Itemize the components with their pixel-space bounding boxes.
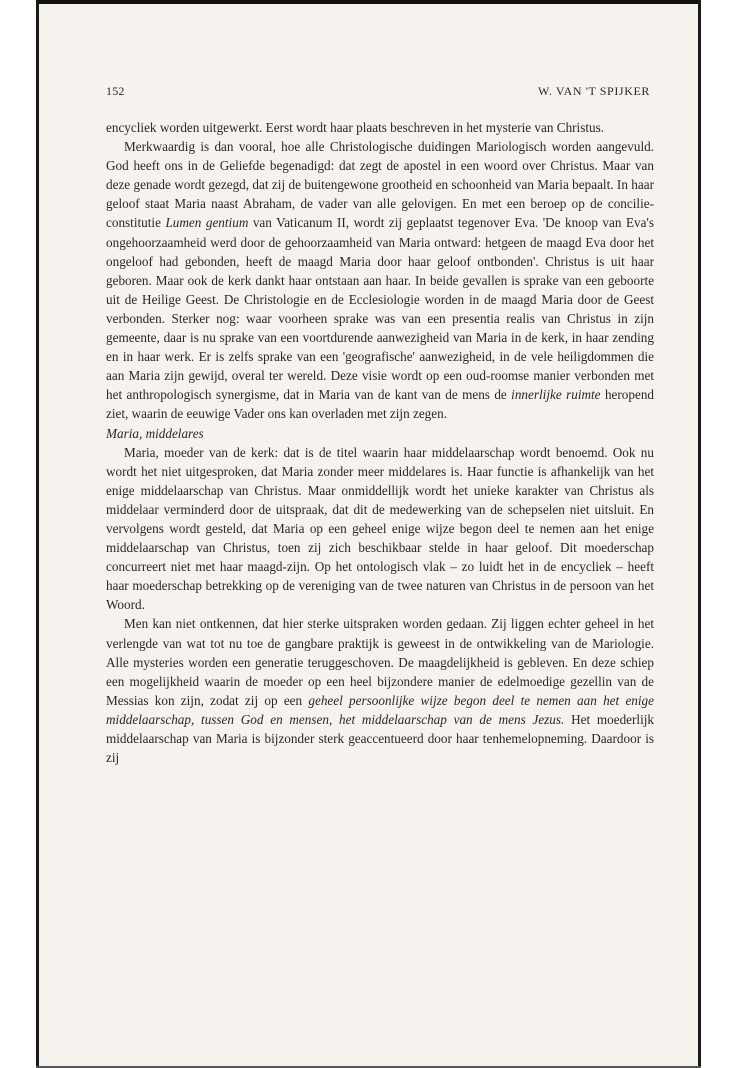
paragraph-2-text-b: van Vaticanum II, wordt zij geplaatst tegenover Eva. 'De knoop van Eva's ongehoorzaamheid werd door de gehoorzaamheid van Maria ontward: hetgeen de maagd Eva door het ongeloof had gebonden, heeft de maagd Maria door haar geloof ontbonden'. Christus is uit haar geboren. Maar ook de kerk dankt haar ontstaan aan haar. In beide gevallen is sprake van een geboorte uit de Heilige Geest. De Christologie en de Ecclesiologie worden in de maagd Maria door de Geest verbonden. Sterker nog: waar voorheen sprake was van een presentia realis van Christus in zijn gemeente, daar is nu sprake van een voortdurende aanwezigheid van Maria in de kerk, in haar zending en in haar werk. Er is zelfs sprake van een 'geografische' aanwezigheid, in de vele heiligdommen die aan Maria zijn gewijd, overal ter wereld. Deze visie wordt op een oud-roomse manier verbonden met het anthropologisch synergisme, dat in Maria van de kant van de mens de	[106, 215, 654, 403]
body-text	[106, 118, 654, 767]
paragraph-2-italic-innerlijke-ruimte: innerlijke ruimte	[511, 387, 601, 403]
paragraph-4-text-b: Het moederlijk middelaarschap van Maria is bijzonder sterk geaccentueerd door haar tenhemelopneming. Daardoor is zij	[106, 711, 655, 766]
running-head	[106, 84, 650, 104]
section-heading: Maria, middelares	[106, 425, 204, 441]
paragraph-1	[106, 118, 654, 137]
paragraph-4-italic: geheel persoonlijke wijze begon deel te nemen aan het enige middelaarschap, tussen God en mensen, het middelaarschap van de mens Jezus.	[106, 692, 654, 727]
scan-edge-top	[36, 0, 701, 4]
paragraph-2-text-a: Merkwaardig is dan vooral, hoe alle Christologische duidingen Mariologisch worden aangevuld. God heeft ons in de Geliefde begenadigd: dat zegt de apostel in een woord over Christus. Maar van deze genade wordt gezegd, dat zij de buitengewone grootheid en schoonheid van Maria bepaalt. In haar geloof staat Maria naast Abraham, de vader van alle gelovigen. En met een beroep op de concilie-constitutie	[106, 139, 654, 231]
paragraph-2-italic-lumen-gentium: Lumen gentium	[165, 215, 249, 231]
paragraph-4-text-a: Men kan niet ontkennen, dat hier sterke uitspraken worden gedaan. Zij liggen echter geheel in het verlengde van wat tot nu toe de gangbare praktijk is geweest in de ontwikkeling van de Mariologie. Alle mysteries worden een generatie teruggeschoven. De maagdelijkheid is gebleven. En deze schiep een mogelijkheid waarin de moeder op een heel bijzondere manier de edelmoedige gezellin van de Messias kon zijn, zodat zij op een	[106, 616, 654, 708]
page-number: 152	[106, 84, 125, 98]
paragraph-4	[106, 614, 654, 767]
running-author: W. VAN 'T SPIJKER	[538, 84, 650, 98]
scan-edge-left	[36, 0, 39, 1068]
paragraph-3-text: Maria, moeder van de kerk: dat is de titel waarin haar middelaarschap wordt benoemd. Ook nu wordt het niet uitgesproken, dat Maria zonder meer middelares is. Haar functie is afhankelijk van het enige middelaarschap van Christus. Maar onmiddellijk wordt het unieke karakter van Christus als middelaar verminderd door de uitspraak, dat dit de medewerking van de schepselen niet uitsluit. En vervolgens wordt gesteld, dat Maria op een geheel enige wijze begon deel te nemen aan het enige middelaarschap van Christus, toen zij zich beschikbaar stelde in haar geloof. Dit moederschap concurreert niet met haar maagd-zijn. Op het ontologisch vlak – zo luidt het in de encycliek – heeft haar moederschap betrekking op de vereniging van de twee naturen van Christus in de persoon van het Woord.	[106, 444, 654, 613]
scan-edge-right	[698, 0, 701, 1068]
paragraph-2-text-c: heropend ziet, waarin de eeuwige Vader ons kan overladen met zijn zegen.	[106, 387, 655, 422]
paragraph-1-text: encycliek worden uitgewerkt. Eerst wordt haar plaats beschreven in het mysterie van Christus.	[106, 120, 605, 135]
paragraph-3	[106, 443, 654, 615]
paragraph-2	[106, 137, 654, 423]
